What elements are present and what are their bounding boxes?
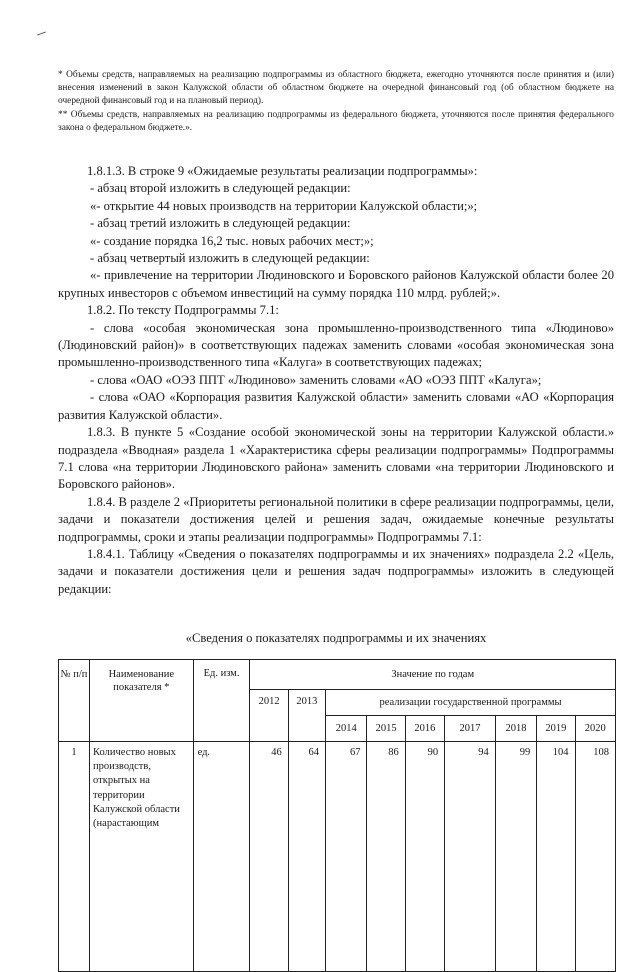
paragraph-replace-oez: - слова «ОАО «ОЭЗ ППТ «Людиново» заменить словами «АО «ОЭЗ ППТ «Калуга»;	[90, 372, 542, 387]
year-2014: 2014	[326, 716, 367, 742]
paragraph-abzac-4-text: «- привлечение на территории Людиновского и Боровского районов Калужской области более 20 крупных инвесторов с объемом инвестиций на сумму порядка 110 млрд. рублей;».	[58, 268, 614, 300]
paragraph-abzac-3: - абзац третий изложить в следующей редакции:	[90, 216, 351, 231]
indicators-table	[58, 659, 616, 972]
paragraph-1-8-3: 1.8.3. В пункте 5 «Создание особой экономической зоны на территории Калужской области.» подраздела «Вводная» раздела 1 «Характеристика сферы реализации подпрограммы» Подпрограммы 7.1 слова «на территории Людиновского района» заменить словами «на территории Людиновского и Боровского районов».	[58, 425, 614, 492]
header-program-realization: реализации государственной программы	[326, 690, 616, 716]
paragraph-1-8-2: 1.8.2. По тексту Подпрограммы 7.1:	[87, 303, 279, 318]
table-title: «Сведения о показателях подпрограммы и их значениях	[185, 631, 487, 645]
row-indicator-name: Количество новых производств, открытых на территории Калужской области (нарастающим	[90, 742, 194, 972]
header-values-by-year: Значение по годам	[250, 660, 616, 690]
year-2016: 2016	[405, 716, 444, 742]
row-num: 1	[59, 742, 90, 972]
paragraph-abzac-3-text: «- создание порядка 16,2 тыс. новых рабочих мест;»;	[90, 233, 374, 248]
year-2020: 2020	[575, 716, 616, 742]
header-indicator-name: Наименование показателя *	[90, 660, 194, 742]
document-body	[58, 163, 614, 598]
value-2012: 46	[250, 742, 288, 972]
value-2013: 64	[288, 742, 325, 972]
paragraph-1-8-4-1: 1.8.4.1. Таблицу «Сведения о показателях подпрограммы и их значениях» подраздела 2.2 «Цель, задачи и показатели достижения цели и решения задач подпрограммы» изложить в следующей редакции:	[58, 546, 614, 596]
footnote-regional-budget: * Объемы средств, направляемых на реализацию подпрограммы из областного бюджета, ежегодно уточняются после принятия и (или) внесения изменений в закон Калужской области об областном бюджете на очередной финансовый год (об областном бюджете на очередной финансовый год и на плановый период).	[58, 70, 614, 107]
value-2017: 94	[445, 742, 496, 972]
year-2013: 2013	[288, 690, 325, 742]
value-2018: 99	[495, 742, 536, 972]
footnotes	[58, 69, 614, 135]
scan-mark	[37, 31, 46, 35]
footnote-federal-budget: ** Объемы средств, направляемых на реализацию подпрограммы из федерального бюджета, уточняются после принятия федерального закона о федеральном бюджете.».	[58, 109, 614, 133]
paragraph-1-8-4: 1.8.4. В разделе 2 «Приоритеты региональной политики в сфере реализации подпрограммы, цели, задачи и показатели достижения целей и решения задач, ожидаемые конечные результаты подпрограммы, сроки и этапы реализации подпрограммы» Подпрограммы 7.1:	[58, 494, 614, 544]
paragraph-abzac-2-text: «- открытие 44 новых производств на территории Калужской области;»;	[90, 198, 478, 213]
paragraph-1-8-1-3: 1.8.1.3. В строке 9 «Ожидаемые результаты реализации подпрограммы»:	[87, 164, 478, 178]
year-2017: 2017	[445, 716, 496, 742]
value-2019: 104	[537, 742, 575, 972]
year-2015: 2015	[367, 716, 405, 742]
year-2012: 2012	[250, 690, 288, 742]
paragraph-abzac-4: - абзац четвертый изложить в следующей редакции:	[90, 251, 370, 266]
value-2020: 108	[575, 742, 616, 972]
value-2014: 67	[326, 742, 367, 972]
table-row	[59, 742, 616, 972]
year-2018: 2018	[495, 716, 536, 742]
year-2019: 2019	[537, 716, 575, 742]
paragraph-abzac-2: - абзац второй изложить в следующей редакции:	[90, 181, 351, 196]
header-num: № п/п	[59, 660, 90, 742]
table-header-row-1	[59, 660, 616, 690]
value-2016: 90	[405, 742, 444, 972]
paragraph-replace-corporation: - слова «ОАО «Корпорация развития Калужской области» заменить словами «АО «Корпорация развития Калужской области».	[58, 390, 614, 422]
header-unit: Ед. изм.	[193, 660, 250, 742]
row-unit: ед.	[193, 742, 250, 972]
value-2015: 86	[367, 742, 405, 972]
paragraph-replace-zone: - слова «особая экономическая зона промышленно-производственного типа «Людиново» (Людиновский район)» в соответствующих падежах заменить словами «особая экономическая зона промышленно-производственного типа «Калуга» в соответствующих падежах;	[58, 320, 614, 370]
